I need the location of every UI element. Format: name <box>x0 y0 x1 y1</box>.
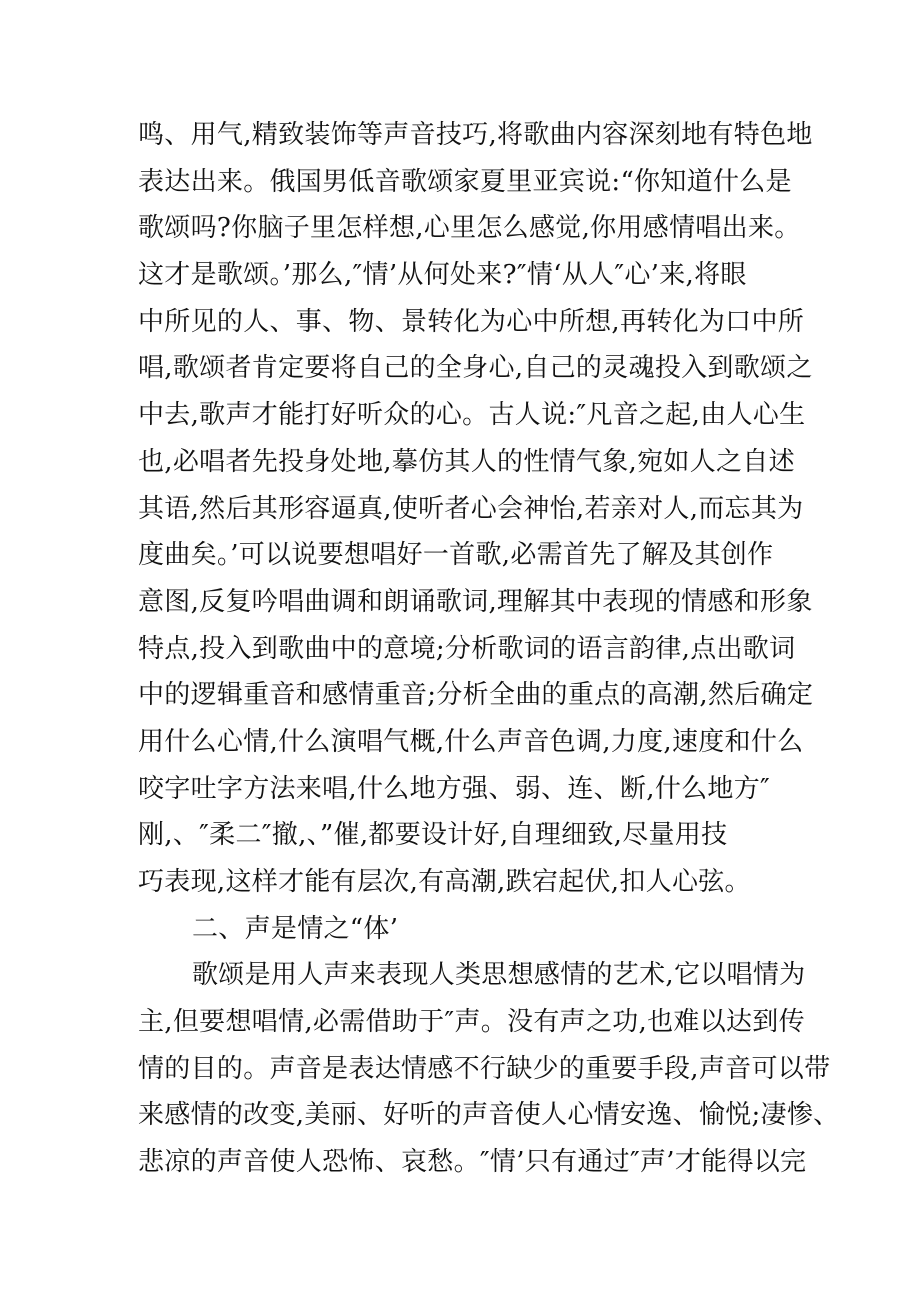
text-line: 刚,、″柔二″撤,、”催,都要设计好,自理细致,尽量用技 <box>138 820 728 851</box>
text-line: 咬字吐字方法来唱,什么地方强、弱、连、断,什么地方″ <box>138 773 771 804</box>
text-line: 也,必唱者先投身处地,摹仿其人的性情气象,宛如人之自述 <box>138 446 795 477</box>
text-line: 巧表现,这样才能有层次,有高潮,跌宕起伏,扣人心弦。 <box>138 867 751 897</box>
text-line: 度曲矣。’可以说要想唱好一首歌,必需首先了解及其创作 <box>138 540 774 571</box>
text-line: 中所见的人、事、物、景转化为心中所想,再转化为口中所 <box>138 306 805 337</box>
text-line: 悲凉的声音使人恐怖、哀愁。″情’只有通过″声’才能得以完 <box>138 1147 807 1178</box>
text-line: 表达出来。俄国男低音歌颂家夏里亚宾说:“你知道什么是 <box>138 166 792 197</box>
text-line: 意图,反复吟唱曲调和朗诵歌词,理解其中表现的情感和形象 <box>138 586 813 617</box>
text-line: 唱,歌颂者肯定要将自己的全身心,自己的灵魂投入到歌颂之 <box>138 353 813 384</box>
text-line: 歌颂是用人声来表现人类思想感情的艺术,它以唱情为 <box>192 960 806 991</box>
section-heading: 二、声是情之“体’ <box>192 913 399 944</box>
text-line: 特点,投入到歌曲中的意境;分析歌词的语言韵律,点出歌词 <box>138 633 796 664</box>
text-line: 鸣、用气,精致装饰等声音技巧,将歌曲内容深刻地有特色地 <box>138 120 813 150</box>
text-line: 中去,歌声才能打好听众的心。古人说:″凡音之起,由人心生 <box>138 400 806 431</box>
text-line: 这才是歌颂。’那么,″情’从何处来?″情‘从人″心’来,将眼 <box>138 260 747 291</box>
text-line: 用什么心情,什么演唱气概,什么声音色调,力度,速度和什么 <box>138 726 804 757</box>
text-line: 来感情的改变,美丽、好听的声音使人心情安逸、愉悦;凄惨、 <box>138 1100 840 1131</box>
text-line: 其语,然后其形容逼真,使听者心会神怡,若亲对人,而忘其为 <box>138 493 804 524</box>
text-line: 主,但要想唱情,必需借助于″声。没有声之功,也难以达到传 <box>138 1007 805 1038</box>
text-line: 歌颂吗?你脑子里怎样想,心里怎么感觉,你用感情唱出来。 <box>138 213 801 244</box>
document-body <box>138 112 840 1186</box>
text-line: 中的逻辑重音和感情重音;分析全曲的重点的高潮,然后确定 <box>138 680 814 711</box>
text-line: 情的目的。声音是表达情感不行缺少的重要手段,声音可以带 <box>138 1053 831 1084</box>
